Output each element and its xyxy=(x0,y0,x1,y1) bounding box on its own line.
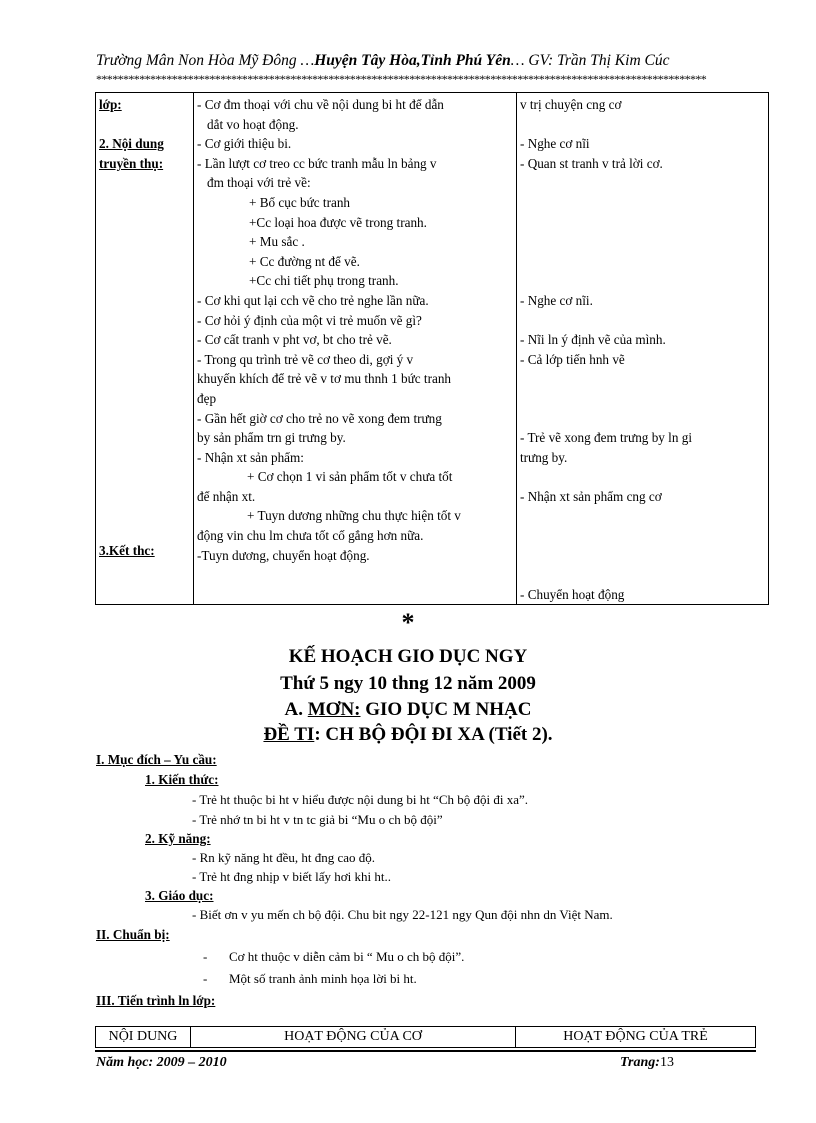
teacher-line: - Nhận xt sản phẩm: xyxy=(197,449,304,465)
teacher-line: đm thoại với trẻ về: xyxy=(207,175,311,191)
teacher-line: để nhận xt. xyxy=(197,488,256,504)
knowledge-line: - Trẻ ht thuộc bi ht v hiểu được nội dung bi ht “Ch bộ đội đi xa”. xyxy=(192,792,529,807)
teacher-line: -Tuyn dương, chuyển hoạt động. xyxy=(197,547,370,563)
teacher-line: động vin chu lm chưa tốt cố gắng hơn nữa. xyxy=(197,528,424,544)
section-separator: * xyxy=(401,608,415,637)
footer-rule xyxy=(95,1050,756,1052)
teacher-line: đẹp xyxy=(197,390,217,406)
page-header xyxy=(96,52,776,70)
skills-heading: 2. Kỹ năng: xyxy=(145,831,211,846)
section-III-heading: III. Tiến trình ln lớp: xyxy=(96,993,216,1008)
prep-line: - Một số tranh ảnh minh họa lời bi ht. xyxy=(203,971,417,986)
teacher-line: dắt vo hoạt động. xyxy=(207,116,299,132)
teacher-line: by sản phẩm trn gi trưng by. xyxy=(197,430,346,446)
teacher-line: + Mu sắc . xyxy=(249,234,305,250)
col-header-teacher: HOẠT ĐỘNG CỦA CƠ xyxy=(191,1027,516,1048)
teacher-line: - Cơ cất tranh v pht vơ, bt cho trẻ vẽ. xyxy=(197,332,392,348)
child-line: - Nhận xt sản phẩm cng cơ xyxy=(520,488,662,504)
teacher-line: + Cc đường nt để vẽ. xyxy=(249,253,360,269)
row-label-class: lớp: xyxy=(99,97,122,112)
header-suffix: … GV: Trần Thị Kim Cúc xyxy=(510,52,670,69)
knowledge-line: - Trẻ nhớ tn bi ht v tn tc giả bi “Mu o ch bộ đội” xyxy=(192,812,443,827)
teacher-line: - Cơ giới thiệu bi. xyxy=(197,136,292,152)
plan-title: KẾ HOẠCH GIO DỤC NGY xyxy=(288,646,528,667)
teacher-line: - Trong qu trình trẻ vẽ cơ theo di, gợi ý v xyxy=(197,351,414,367)
school-year: Năm học: 2009 – 2010 xyxy=(96,1055,227,1070)
children-column xyxy=(517,93,769,605)
procedure-table-header xyxy=(95,1026,756,1048)
teacher-line: + Cơ chọn 1 vi sản phẩm tốt v chưa tốt xyxy=(247,469,453,485)
header-divider: ***************************************************************************************************************** xyxy=(96,73,707,85)
topic-line xyxy=(0,724,816,746)
child-line: v trị chuyện cng cơ xyxy=(520,97,622,112)
child-line: - Chuyển hoạt động xyxy=(520,586,625,602)
child-line: - Quan st tranh v trả lời cơ. xyxy=(520,155,663,171)
header-prefix: Trường Mân Non Hòa Mỹ Đông … xyxy=(96,52,315,69)
row-label-end: 3.Kết thc: xyxy=(99,543,155,559)
content-column xyxy=(96,93,194,605)
teacher-line: +Cc loại hoa được vẽ trong tranh. xyxy=(249,214,427,230)
prep-line: - Cơ ht thuộc v diễn cảm bi “ Mu o ch bộ đội”. xyxy=(203,949,465,964)
knowledge-heading: 1. Kiến thức: xyxy=(145,772,219,787)
header-bold: Huyện Tây Hòa,Tỉnh Phú Yên xyxy=(314,52,511,69)
section-I-heading: I. Mục đích – Yu cầu: xyxy=(96,752,217,767)
education-line: - Biết ơn v yu mến ch bộ đội. Chu bit ngy 22-121 ngy Qun đội nhn dn Việt Nam. xyxy=(192,907,613,922)
topic-label: ĐỀ TI xyxy=(263,724,315,745)
child-line: - Nĩi ln ý định vẽ của mình. xyxy=(520,332,666,348)
teacher-line: - Cơ khi qut lại cch vẽ cho trẻ nghe lần nữa. xyxy=(197,292,429,308)
skills-line: - Rn kỹ năng ht đều, ht đng cao độ. xyxy=(192,850,376,865)
teacher-line: +Cc chi tiết phụ trong tranh. xyxy=(249,273,399,289)
education-heading: 3. Giáo dục: xyxy=(145,888,214,903)
child-line: - Nghe cơ nĩi xyxy=(520,136,590,152)
subject-prefix: A. xyxy=(284,699,308,720)
child-line: - Trẻ vẽ xong đem trưng by ln gi xyxy=(520,430,692,446)
teacher-line: khuyến khích để trẻ vẽ v tơ mu thnh 1 bức tranh xyxy=(197,371,452,387)
teacher-column xyxy=(194,93,517,605)
topic-name: : CH BỘ ĐỘI ĐI XA (Tiết 2). xyxy=(314,724,553,745)
teacher-line: - Gần hết giờ cơ cho trẻ no vẽ xong đem trưng xyxy=(197,410,442,426)
plan-date: Thứ 5 ngy 10 thng 12 năm 2009 xyxy=(280,673,536,694)
teacher-line: + Tuyn dương những chu thực hiện tốt v xyxy=(247,508,461,524)
child-line: - Nghe cơ nĩi. xyxy=(520,292,593,308)
row-label-content: 2. Nội dung truyền thụ: xyxy=(99,136,164,171)
col-header-content: NỘI DUNG xyxy=(96,1027,191,1048)
page-number: Trang:13 xyxy=(620,1055,674,1070)
section-II-heading: II. Chuẩn bị: xyxy=(96,927,170,942)
child-line: trưng by. xyxy=(520,449,568,465)
teacher-line: - Cơ đm thoại với chu về nội dung bi ht để dẫn xyxy=(197,97,444,112)
teacher-line: - Cơ hỏi ý định của một vi trẻ muốn vẽ gì? xyxy=(197,312,422,328)
teacher-line: - Lần lượt cơ treo cc bức tranh mẫu ln bảng v xyxy=(197,155,437,171)
teacher-line: + Bố cục bức tranh xyxy=(249,194,351,210)
subject-line xyxy=(0,699,816,721)
col-header-children: HOẠT ĐỘNG CỦA TRẺ xyxy=(516,1027,756,1048)
subject-label: MƠN: xyxy=(307,699,361,720)
child-line: - Cả lớp tiến hnh vẽ xyxy=(520,351,625,367)
activity-table xyxy=(95,92,769,605)
skills-line: - Trẻ ht đng nhịp v biết lấy hơi khi ht.. xyxy=(192,869,391,884)
subject-name: GIO DỤC M NHẠC xyxy=(360,699,532,720)
